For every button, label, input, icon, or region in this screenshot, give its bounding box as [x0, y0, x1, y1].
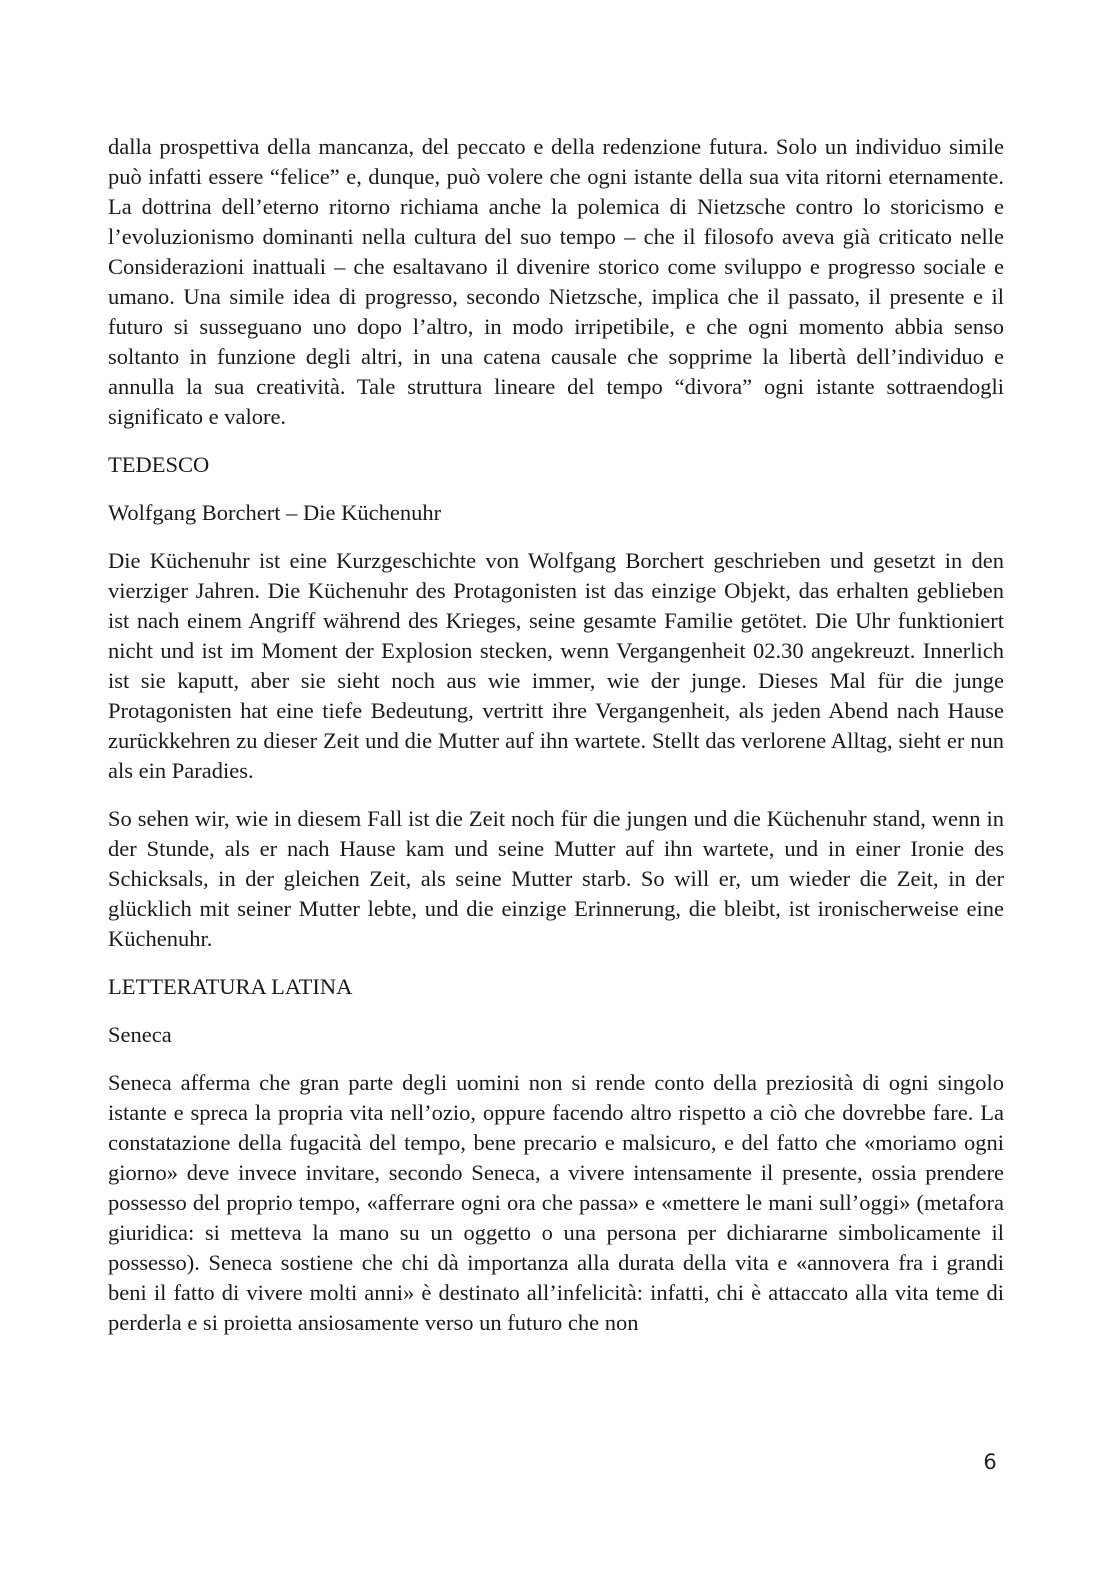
- paragraph-seneca: Seneca afferma che gran parte degli uomini non si rende conto della preziosità di ogni singolo istante e spreca la propria vita nell’ozio, oppure facendo altro rispetto a ciò che dovrebbe fare. La constatazione della fugacità del tempo, bene precario e malsicuro, e del fatto che «moriamo ogni giorno» deve invece invitare, secondo Seneca, a vivere intensamente il presente, ossia prendere possesso del proprio tempo, «afferrare ogni ora che passa» e «mettere le mani sull’oggi» (metafora giuridica: si metteva la mano su un oggetto o una persona per dichiararne simbolicamente il possesso). Seneca sostiene che chi dà importanza alla durata della vita e «annovera fra i grandi beni il fatto di vivere molti anni» è destinato all’infelicità: infatti, chi è attaccato alla vita teme di perderla e si proietta ansiosamente verso un futuro che non: [108, 1070, 1004, 1335]
- paragraph-kuechenuhr-2: So sehen wir, wie in diesem Fall ist die Zeit noch für die jungen und die Küchenuhr stand, wenn in der Stunde, als er nach Hause kam und seine Mutter auf ihn wartete, und in einer Ironie des Schicksals, in der gleichen Zeit, als seine Mutter starb. So will er, um wieder die Zeit, in der glücklich mit seiner Mutter lebte, und die einzige Erinnerung, die bleibt, ist ironischerweise eine Küchenuhr.: [108, 806, 1004, 951]
- paragraph-kuechenuhr-1: Die Küchenuhr ist eine Kurzgeschichte von Wolfgang Borchert geschrieben und gesetzt in den vierziger Jahren. Die Küchenuhr des Protagonisten ist das einzige Objekt, das erhalten geblieben ist nach einem Angriff während des Krieges, seine gesamte Familie getötet. Die Uhr funktioniert nicht und ist im Moment der Explosion stecken, wenn Vergangenheit 02.30 angekreuzt. Innerlich ist sie kaputt, aber sie sieht noch aus wie immer, wie der junge. Dieses Mal für die junge Protagonisten hat eine tiefe Bedeutung, vertritt ihre Vergangenheit, als jeden Abend nach Hause zurückkehren zu dieser Zeit und die Mutter auf ihn wartete. Stellt das verlorene Alltag, sieht er nun als ein Paradies.: [108, 548, 1004, 783]
- section-heading-letteratura-latina: LETTERATURA LATINA: [108, 974, 353, 999]
- page-number: 6: [983, 1450, 997, 1474]
- section-heading-tedesco: TEDESCO: [108, 452, 210, 477]
- paragraph-nietzsche-continuation: dalla prospettiva della mancanza, del peccato e della redenzione futura. Solo un individuo simile può infatti essere “felice” e, dunque, può volere che ogni istante della sua vita ritorni eternamente. La dottrina dell’eterno ritorno richiama anche la polemica di Nietzsche contro lo storicismo e l’evoluzionismo dominanti nella cultura del suo tempo – che il filosofo aveva già criticato nelle Considerazioni inattuali – che esaltavano il divenire storico come sviluppo e progresso sociale e umano. Una simile idea di progresso, secondo Nietzsche, implica che il passato, il presente e il futuro si susseguano uno dopo l’altro, in modo irripetibile, e che ogni momento abbia senso soltanto in funzione degli altri, in una catena causale che sopprime la libertà dell’individuo e annulla la sua creatività. Tale struttura lineare del tempo “divora” ogni istante sottraendogli significato e valore.: [108, 134, 1004, 429]
- subheading-seneca: Seneca: [108, 1022, 172, 1047]
- subheading-borchert: Wolfgang Borchert – Die Küchenuhr: [108, 500, 442, 525]
- document-page: [108, 132, 1004, 1356]
